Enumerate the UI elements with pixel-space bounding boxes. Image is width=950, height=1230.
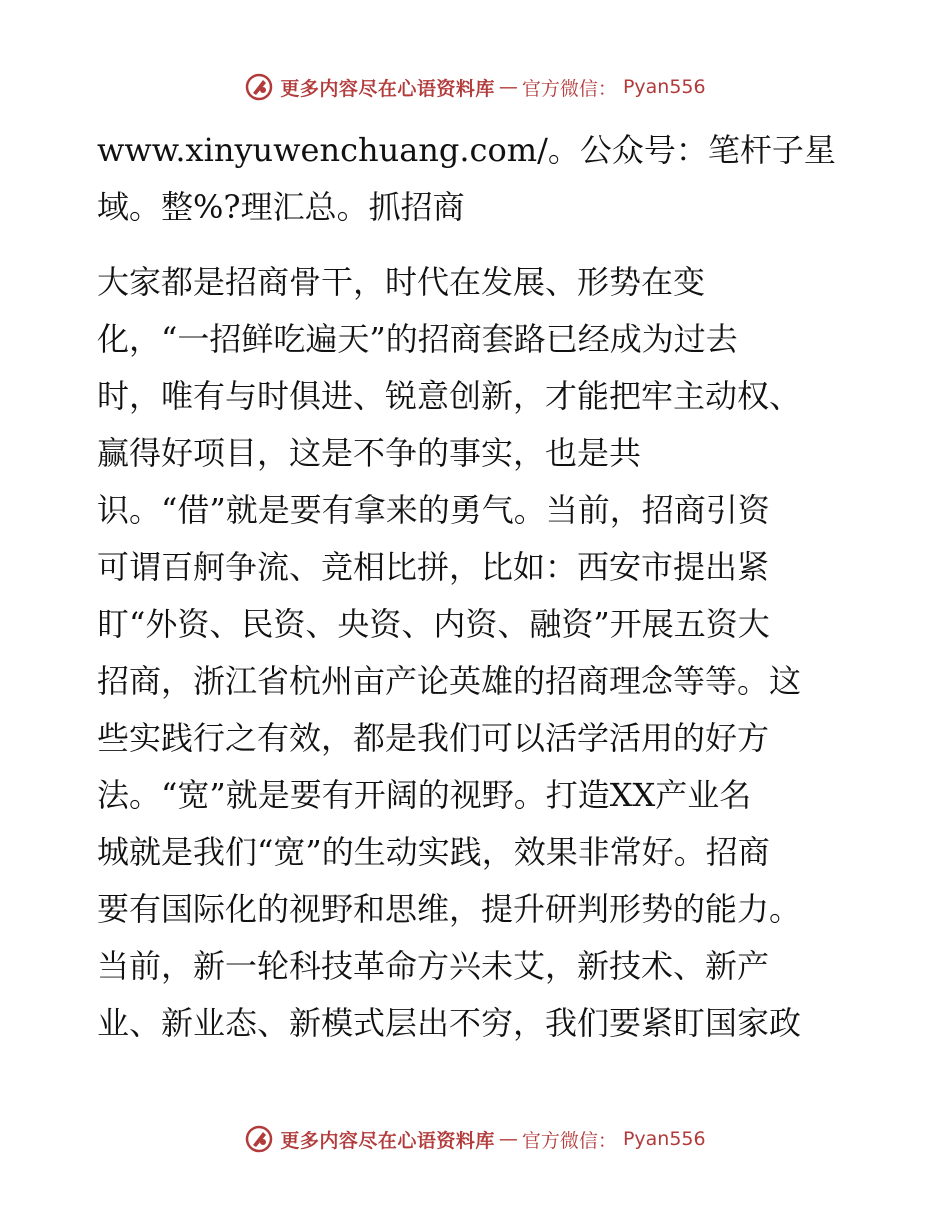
pen-nib-logo-icon [244,1124,274,1154]
banner-wechat-id: Pyan556 [622,1128,706,1150]
text-line: 化，“一招鲜吃遍天”的招商套路已经成为过去 [97,320,738,358]
text-line: 大家都是招商骨干，时代在发展、形势在变 [97,263,706,301]
text-line: 要有国际化的视野和思维，提升研判形势的能力。 [97,890,802,928]
text-line: 些实践行之有效，都是我们可以活学活用的好方 [97,719,770,757]
banner-site-name: 更多内容尽在心语资料库 [280,1129,495,1152]
text-line: 法。“宽”就是要有开阔的视野。打造XX产业名 [97,776,752,814]
pen-nib-logo-icon [244,72,274,102]
text-line: 招商，浙江省杭州亩产论英雄的招商理念等等。这 [97,662,802,700]
banner-wechat-label: 官方微信： [521,1129,617,1152]
text-line: 城就是我们“宽”的生动实践，效果非常好。招商 [97,833,770,871]
banner-wechat-label: 官方微信： [521,77,617,100]
text-line: 识。“借”就是要有拿来的勇气。当前，招商引资 [97,491,770,529]
banner-separator: — [498,76,518,98]
paragraph-gap [97,236,857,254]
text-line: 时，唯有与时俱进、锐意创新，才能把牢主动权、 [97,377,802,415]
banner-wechat-id: Pyan556 [622,76,706,98]
document-body [97,122,857,1052]
text-line: 域。整%?理汇总。抓招商 [97,188,465,226]
banner-site-name: 更多内容尽在心语资料库 [280,77,495,100]
text-line: 当前，新一轮科技革命方兴未艾，新技术、新产 [97,947,770,985]
text-line: www.xinyuwenchuang.com/。公众号：笔杆子星 [97,131,836,169]
text-line: 赢得好项目，这是不争的事实，也是共 [97,434,642,472]
text-line: 业、新业态、新模式层出不穷，我们要紧盯国家政 [97,1004,802,1042]
text-line: 可谓百舸争流、竞相比拼，比如：西安市提出紧 [97,548,770,586]
paragraph-2 [97,254,857,1052]
banner-separator: — [498,1128,518,1150]
text-line: 盯“外资、民资、央资、内资、融资”开展五资大 [97,605,770,643]
header-banner [0,72,950,102]
footer-banner [0,1124,950,1154]
paragraph-1 [97,122,857,236]
